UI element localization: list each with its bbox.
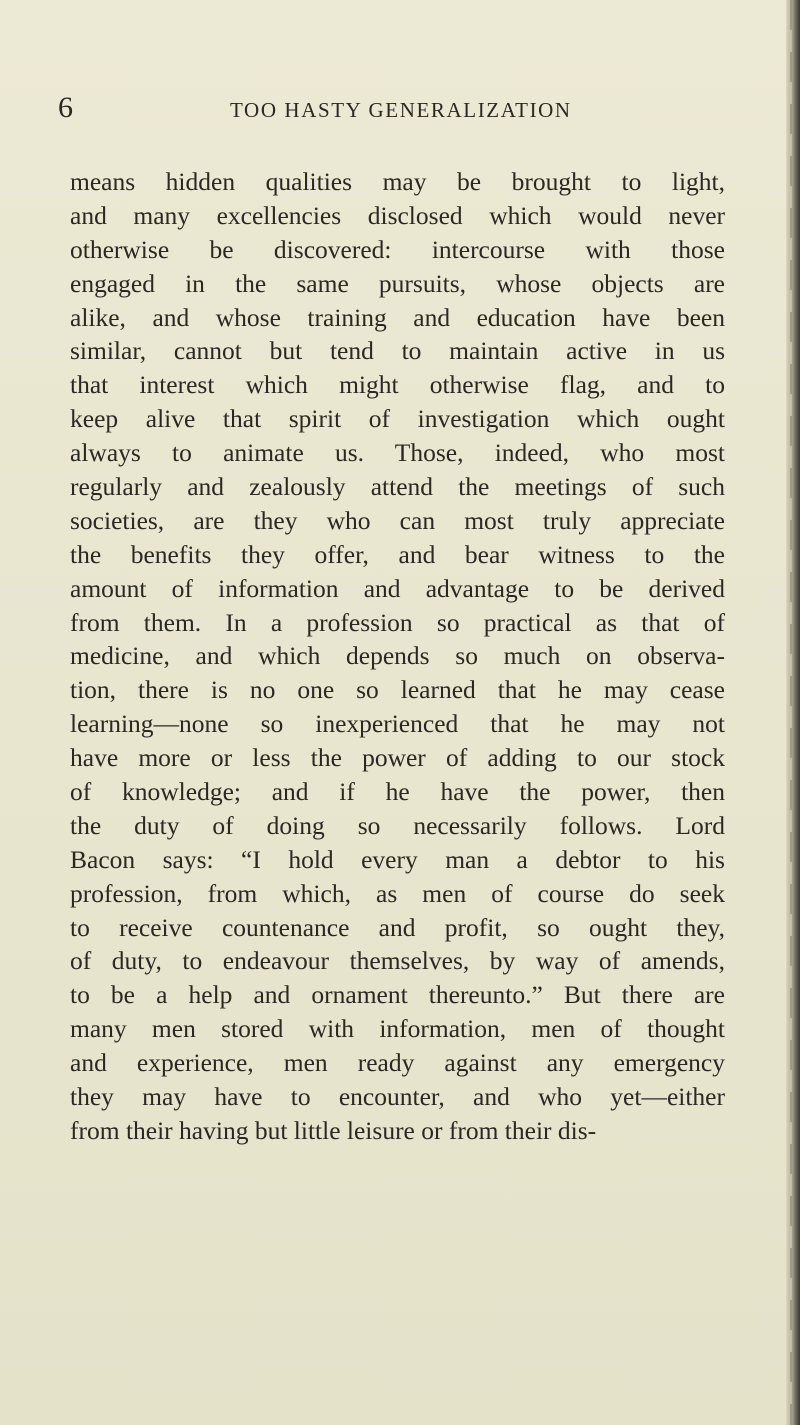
text-line: otherwise be discovered: intercourse with those: [70, 234, 725, 264]
text-line: to receive countenance and profit, so ought they,: [70, 912, 725, 942]
text-line: medicine, and which depends so much on observa-: [70, 641, 725, 671]
text-line: from their having but little leisure or from their dis-: [70, 1115, 597, 1145]
page-header: [58, 88, 758, 128]
text-line: the benefits they offer, and bear witness to the: [70, 539, 725, 569]
text-line: keep alive that spirit of investigation which ought: [70, 404, 725, 434]
text-line: learning—none so inexperienced that he may not: [70, 709, 725, 739]
text-line: alike, and whose training and education have been: [70, 302, 725, 332]
text-line: to be a help and ornament thereunto.” But there are: [70, 980, 725, 1010]
text-line: the duty of doing so necessarily follows. Lord: [70, 810, 725, 840]
text-line: have more or less the power of adding to our stock: [70, 743, 725, 773]
text-line: Bacon says: “I hold every man a debtor to his: [70, 844, 725, 874]
text-line: that interest which might otherwise flag, and to: [70, 370, 725, 400]
body-text: [70, 165, 725, 1148]
text-line: and many excellencies disclosed which would never: [70, 200, 725, 230]
text-line: societies, are they who can most truly appreciate: [70, 505, 725, 535]
page-edge-shadow: [786, 0, 800, 1425]
text-line: and experience, men ready against any emergency: [70, 1048, 725, 1078]
text-line: they may have to encounter, and who yet—either: [70, 1082, 725, 1112]
text-line: similar, cannot but tend to maintain active in us: [70, 336, 725, 366]
text-line: of knowledge; and if he have the power, then: [70, 777, 725, 807]
text-line: of duty, to endeavour themselves, by way of amends,: [70, 946, 725, 976]
text-line: means hidden qualities may be brought to light,: [70, 167, 725, 196]
text-line: from them. In a profession so practical as that of: [70, 607, 725, 637]
text-line: many men stored with information, men of thought: [70, 1014, 725, 1044]
text-line: tion, there is no one so learned that he may cease: [70, 675, 725, 705]
text-line: regularly and zealously attend the meetings of such: [70, 472, 725, 502]
text-line: profession, from which, as men of course do seek: [70, 878, 725, 908]
text-line: engaged in the same pursuits, whose objects are: [70, 268, 725, 298]
page-number: 6: [58, 91, 73, 124]
text-line: amount of information and advantage to be derived: [70, 573, 725, 603]
text-line: always to animate us. Those, indeed, who most: [70, 438, 725, 468]
running-head: TOO HASTY GENERALIZATION: [230, 98, 572, 122]
